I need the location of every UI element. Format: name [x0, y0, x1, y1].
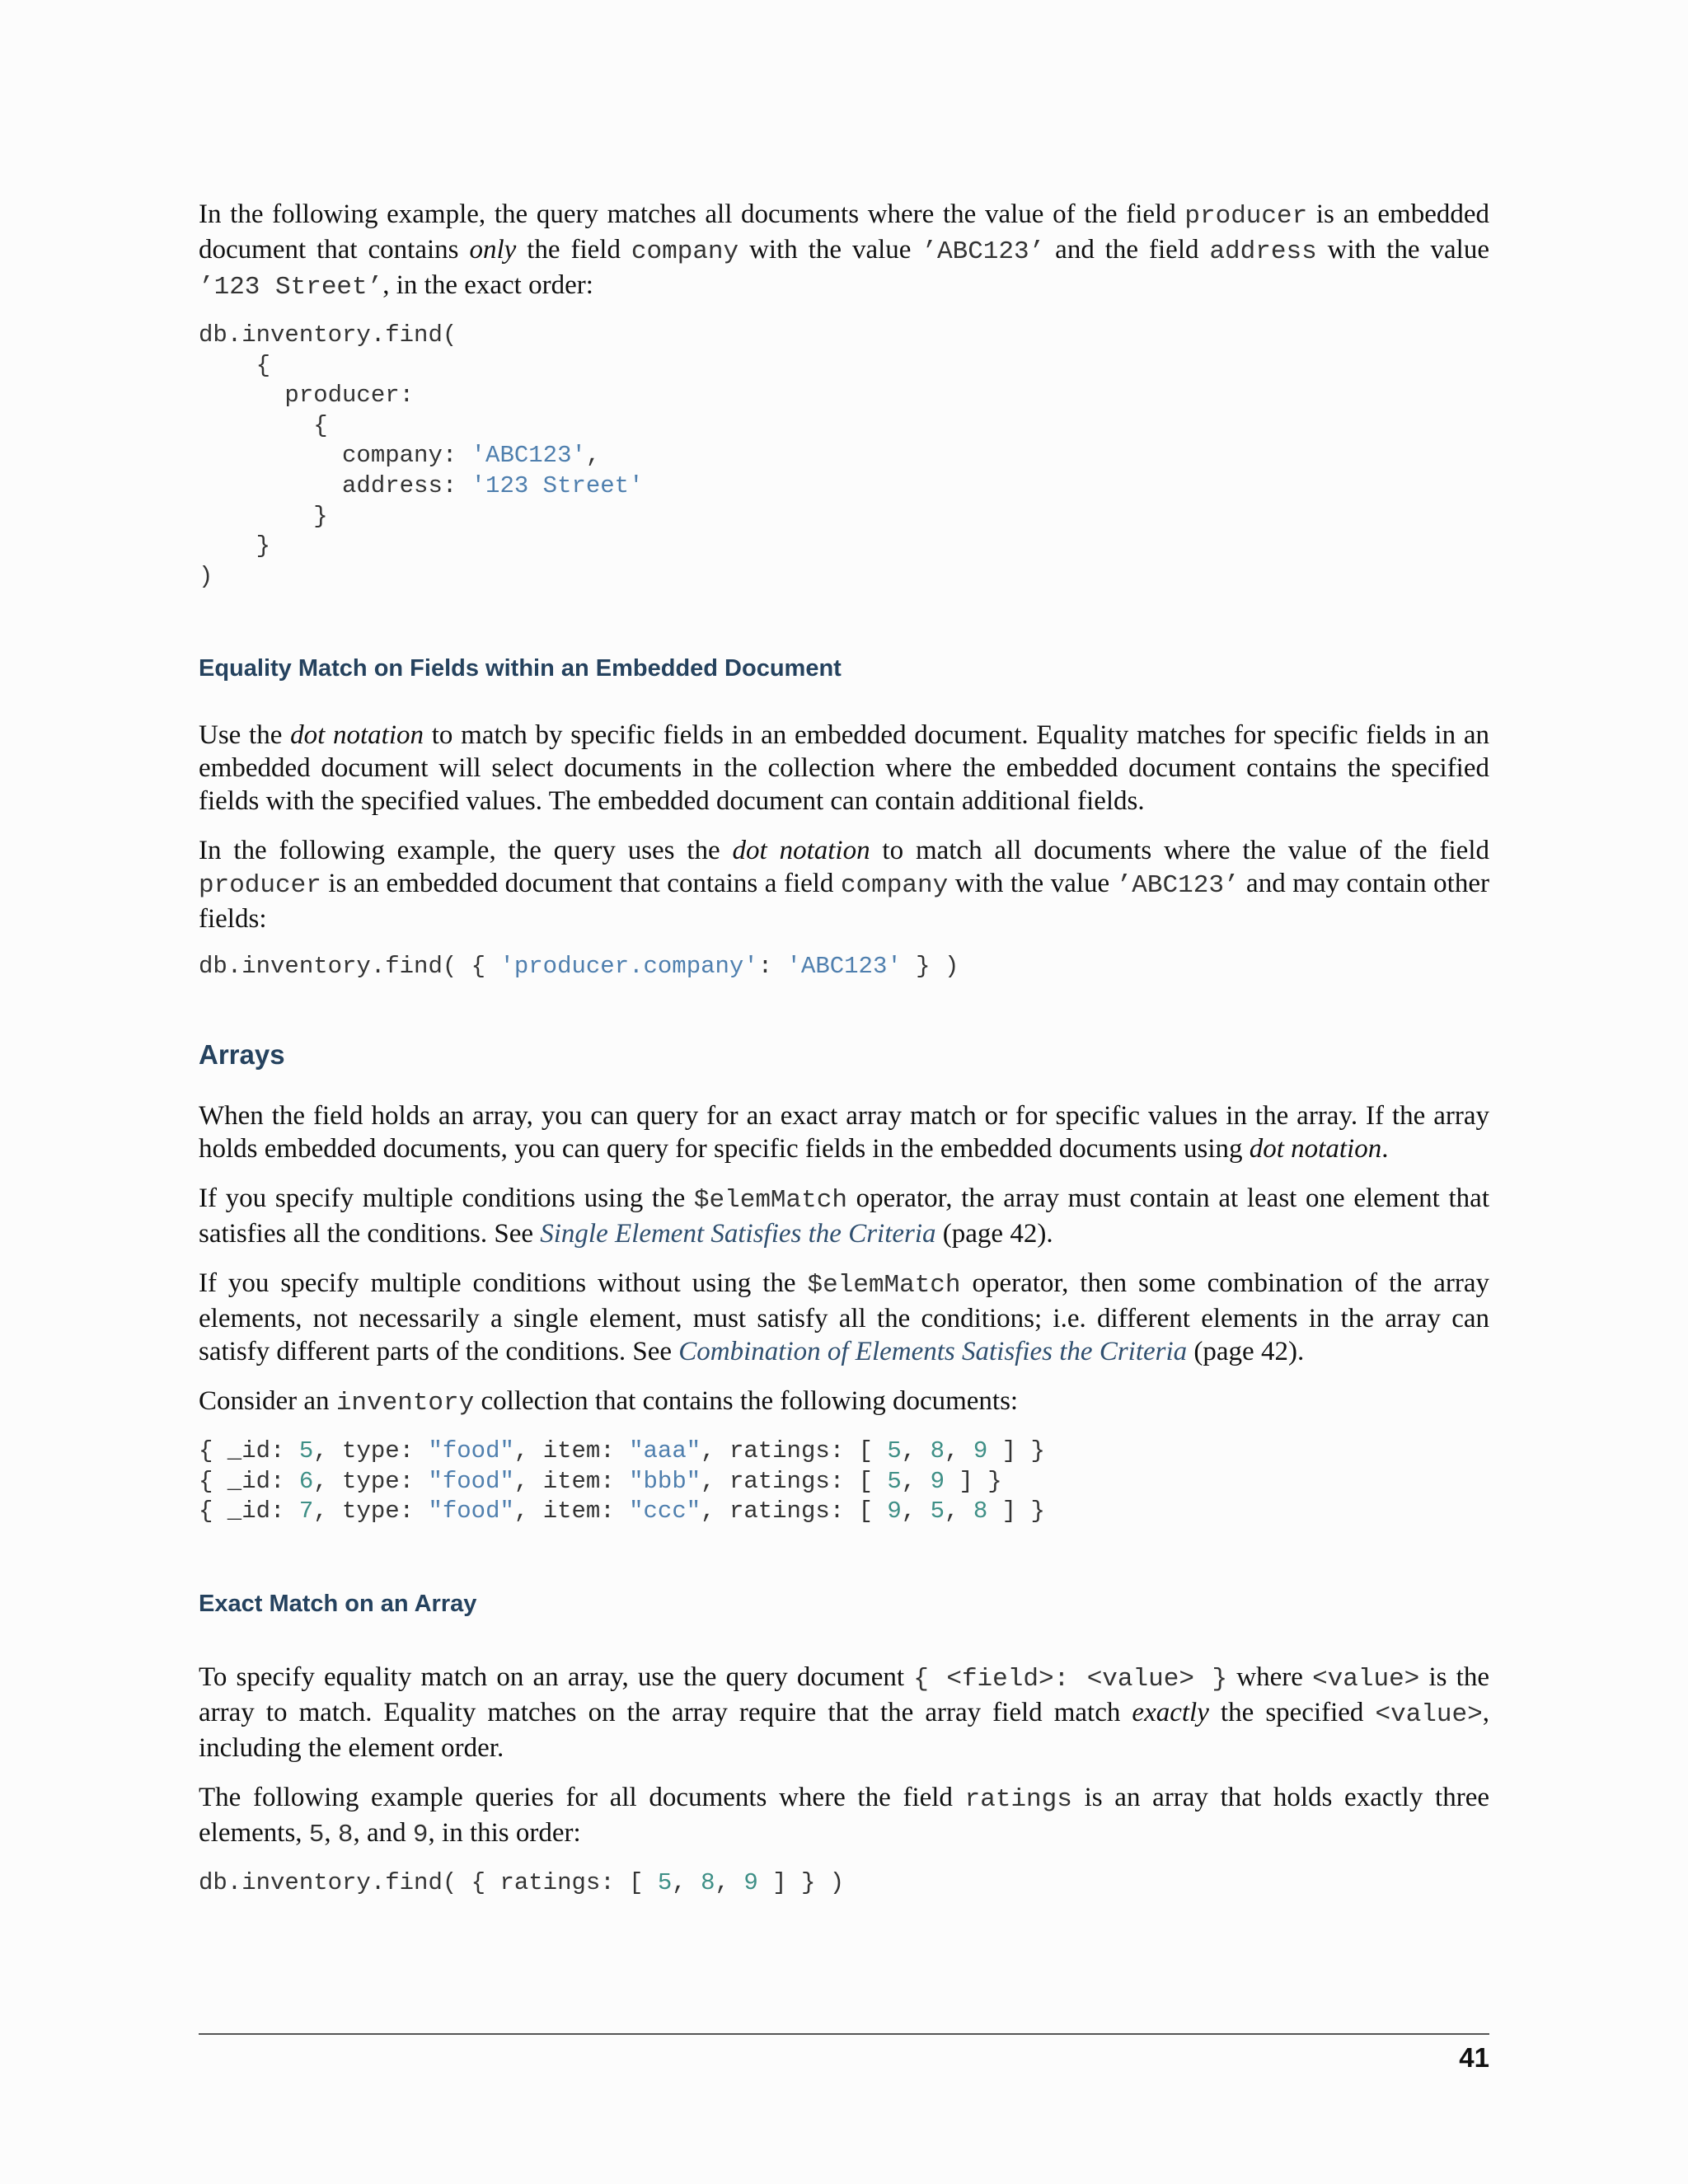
code-block-dot-notation: db.inventory.find( { 'producer.company': 'ABC123' } )	[199, 953, 959, 981]
doc-line: { _id: 6, type: "food", item: "bbb", ratings: [ 5, 9 ] }	[199, 1467, 1002, 1495]
dot-notation-paragraph: Use the dot notation to match by specific fields in an embedded document. Equality matches for specific fields in an embedded document will select documents in the collection where the embedded document contains the specified fields with the specified values. The embedded document can contain additional fields.	[199, 720, 1489, 817]
no-elemmatch-paragraph: If you specify multiple conditions without using the $elemMatch operator, then some combination of the array elements, not necessarily a single element, must satisfy all the conditions; i.e. different elements in the array can satisfy different parts of the conditions. See Combination of Elements Satisfies the Criteria (page 42).	[199, 1268, 1490, 1366]
footer-rule	[199, 2033, 1489, 2035]
ratings-example-paragraph: The following example queries for all documents where the field ratings is an array that holds exactly three elements, 5, 8, and 9, in this order:	[199, 1782, 1489, 1849]
page-number: 41	[1459, 2042, 1489, 2073]
page-content	[199, 198, 1489, 1898]
dot-notation-example-paragraph: In the following example, the query uses the dot notation to match all documents where the value of the field producer is an embedded document that contains a field company with the value ’ABC123’ and may contain other fields:	[199, 836, 1489, 935]
combination-elements-link[interactable]: Combination of Elements Satisfies the Criteria	[678, 1336, 1188, 1366]
code-block-ratings-query: db.inventory.find( { ratings: [ 5, 8, 9 ] } )	[199, 1868, 845, 1896]
intro-paragraph: In the following example, the query matches all documents where the value of the field producer is an embedded document that contains only the field company with the value ’ABC123’ and the field address with the value ’123 Street’, in the exact order:	[199, 199, 1489, 302]
code-block-producer-exact: db.inventory.find( { producer: { company: 'ABC123', address: '123 Street' } } )	[199, 321, 644, 590]
elemmatch-paragraph: If you specify multiple conditions using the $elemMatch operator, the array must contain at least one element that satisfies all the conditions. See Single Element Satisfies the Criteria (page 42).	[199, 1183, 1489, 1249]
code-block-inventory-docs	[199, 1436, 1489, 1527]
section-heading-arrays: Arrays	[199, 1038, 285, 1070]
arrays-intro-paragraph: When the field holds an array, you can query for an exact array match or for specific values in the array. If the array holds embedded documents, you can query for specific fields in the embedded documents using dot notation.	[199, 1100, 1489, 1164]
single-element-link[interactable]: Single Element Satisfies the Criteria	[540, 1218, 936, 1249]
exact-match-paragraph: To specify equality match on an array, use the query document { <field>: <value> } where <value> is the array to match. Equality matches on the array require that the array field match exactly the specified <value>, including the element order.	[199, 1661, 1489, 1763]
doc-line: { _id: 5, type: "food", item: "aaa", ratings: [ 5, 8, 9 ] }	[199, 1436, 1045, 1465]
section-heading-exact-array: Exact Match on an Array	[199, 1590, 477, 1617]
inventory-intro-paragraph: Consider an inventory collection that contains the following documents:	[199, 1385, 1019, 1418]
doc-line: { _id: 7, type: "food", item: "ccc", ratings: [ 9, 5, 8 ] }	[199, 1497, 1045, 1526]
section-heading-embedded-fields: Equality Match on Fields within an Embedded Document	[199, 655, 842, 682]
